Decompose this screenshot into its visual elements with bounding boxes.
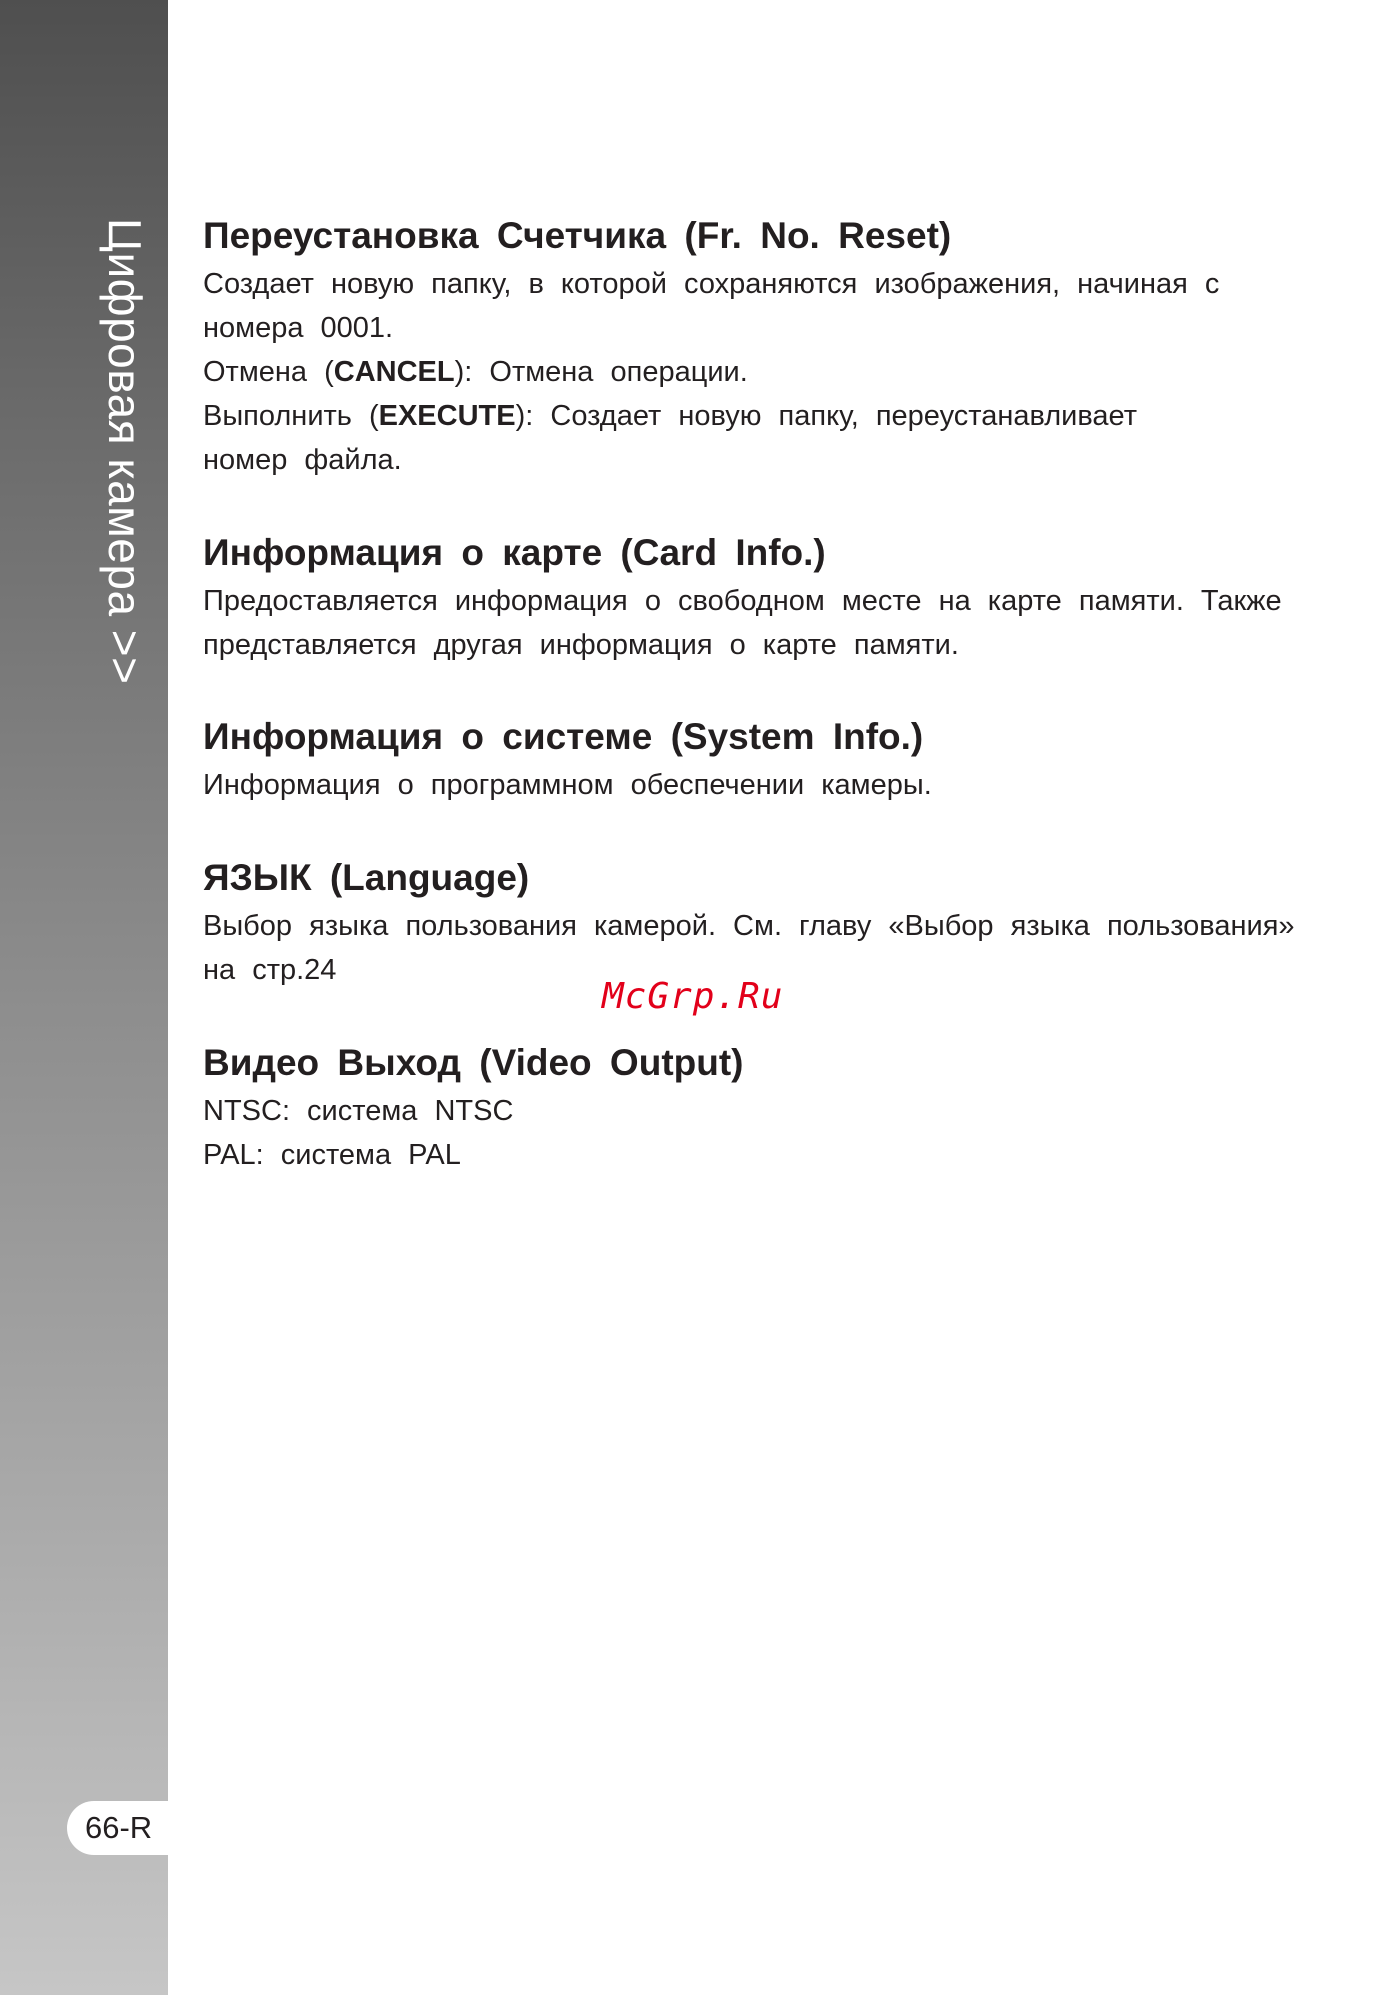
page-content <box>203 212 1388 1177</box>
section-title: Видео Выход (Video Output) <box>203 1042 744 1083</box>
cancel-option-line <box>203 350 1388 394</box>
body-line: NTSC: система NTSC <box>203 1095 514 1127</box>
page-number-tab <box>67 1801 168 1855</box>
option-prefix: Отмена ( <box>203 356 334 388</box>
section-card-info <box>203 529 1388 667</box>
section-title: ЯЗЫК (Language) <box>203 857 530 898</box>
section-title: Информация о системе (System Info.) <box>203 716 924 757</box>
section-title: Переустановка Счетчика (Fr. No. Reset) <box>203 215 952 256</box>
body-line: номера 0001. <box>203 312 394 344</box>
section-language <box>203 854 1388 992</box>
option-description: ): Отмена операции. <box>454 356 748 388</box>
body-line: представляется другая информация о карте памяти. <box>203 629 959 661</box>
body-line: номер файла. <box>203 444 402 476</box>
body-line: Предоставляется информация о свободном месте на карте памяти. Также <box>203 585 1282 617</box>
execute-keyword: EXECUTE <box>378 400 516 432</box>
body-line: Создает новую папку, в которой сохраняются изображения, начиная с <box>203 268 1220 300</box>
body-line: PAL: система PAL <box>203 1139 461 1171</box>
chapter-title: Цифровая камера >> <box>99 218 151 685</box>
execute-option-line <box>203 394 1388 438</box>
body-line: на стр.24 <box>203 954 337 986</box>
watermark-logo: McGrp.Ru <box>602 976 784 1017</box>
body-line: Выбор языка пользования камерой. См. главу «Выбор языка пользования» <box>203 910 1295 942</box>
side-band <box>0 0 168 1995</box>
section-title: Информация о карте (Card Info.) <box>203 532 826 573</box>
option-description: ): Создает новую папку, переустанавливает <box>515 400 1138 432</box>
body-line: Информация о программном обеспечении камеры. <box>203 769 932 801</box>
cancel-keyword: CANCEL <box>333 356 455 388</box>
page-number: 66-R <box>85 1810 153 1845</box>
option-prefix: Выполнить ( <box>203 400 379 432</box>
section-fr-no-reset <box>203 212 1388 482</box>
section-system-info <box>203 713 1388 807</box>
section-video-output <box>203 1039 1388 1177</box>
